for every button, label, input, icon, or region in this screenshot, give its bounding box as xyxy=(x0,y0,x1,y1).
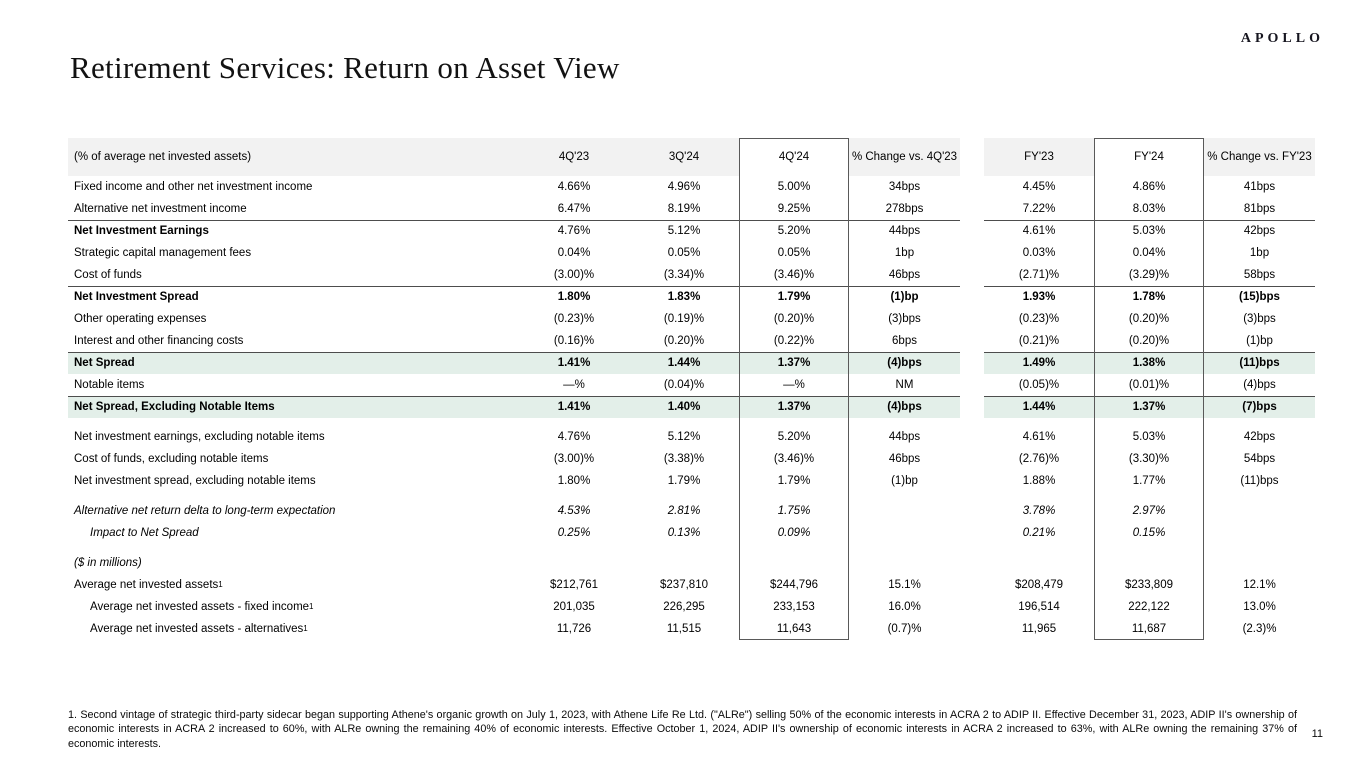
value-cell: 4.76% xyxy=(557,430,591,443)
value-cell: 0.09% xyxy=(777,526,811,539)
table-row xyxy=(68,374,1315,396)
value-cell xyxy=(739,552,849,574)
value-cell: (0.7)% xyxy=(887,622,922,635)
value-cell: 3.78% xyxy=(1022,504,1056,517)
value-cell: 41bps xyxy=(1243,180,1276,193)
table-row xyxy=(68,242,1315,264)
value-cell: (0.21)% xyxy=(1018,334,1060,347)
value-cell: 1.77% xyxy=(1132,474,1166,487)
value-cell: 16.0% xyxy=(888,600,921,613)
table-row xyxy=(68,352,1315,374)
return-on-asset-table xyxy=(68,138,1315,640)
value-cell: $237,810 xyxy=(660,578,708,591)
value-cell: (3.30)% xyxy=(1128,452,1170,465)
value-cell: 34bps xyxy=(888,180,921,193)
value-cell: 54bps xyxy=(1243,452,1276,465)
value-cell: 4.45% xyxy=(1022,180,1056,193)
column-gap xyxy=(960,500,984,522)
value-cell: (3.29)% xyxy=(1128,268,1170,281)
value-cell: (3.34)% xyxy=(663,268,705,281)
row-label: Average net invested assets - fixed income 1 xyxy=(90,600,314,613)
value-cell: 1.44% xyxy=(984,396,1094,418)
value-cell: 1.40% xyxy=(629,396,739,418)
value-cell: 5.12% xyxy=(667,430,701,443)
column-gap xyxy=(960,242,984,264)
value-cell: (2.71)% xyxy=(1018,268,1060,281)
value-cell: 4.61% xyxy=(1022,430,1056,443)
value-cell: —% xyxy=(783,378,805,391)
table-row xyxy=(68,618,1315,640)
value-cell xyxy=(1204,552,1315,574)
value-cell: NM xyxy=(895,378,914,391)
table-row xyxy=(68,552,1315,574)
value-cell: 42bps xyxy=(1204,220,1315,242)
value-cell: 4.66% xyxy=(557,180,591,193)
value-cell: 0.03% xyxy=(1022,246,1056,259)
value-cell: (0.04)% xyxy=(663,378,705,391)
value-cell: (0.20)% xyxy=(773,312,815,325)
column-gap xyxy=(960,374,984,396)
column-gap xyxy=(960,352,984,374)
value-cell: 0.25% xyxy=(557,526,591,539)
value-cell: 1.79% xyxy=(739,286,849,308)
table-row xyxy=(68,198,1315,220)
value-cell: 1.41% xyxy=(519,396,629,418)
row-label: Other operating expenses xyxy=(74,312,207,325)
value-cell: (11)bps xyxy=(1240,474,1279,487)
value-cell xyxy=(1204,500,1315,522)
value-cell: 15.1% xyxy=(888,578,921,591)
value-cell: 0.05% xyxy=(667,246,701,259)
table-header-cell: % Change vs. FY'23 xyxy=(1204,138,1315,176)
row-label: Net investment earnings, excluding notable items xyxy=(74,430,325,443)
value-cell: 1.44% xyxy=(629,352,739,374)
value-cell: 11,643 xyxy=(776,622,812,635)
value-cell: 196,514 xyxy=(1018,600,1060,613)
value-cell: 44bps xyxy=(849,220,960,242)
value-cell: (7)bps xyxy=(1204,396,1315,418)
value-cell: (3.00)% xyxy=(553,452,595,465)
value-cell: 58bps xyxy=(1243,268,1276,281)
value-cell: 0.21% xyxy=(1022,526,1056,539)
table-header-cell: 4Q'24 xyxy=(739,138,849,176)
column-gap xyxy=(960,596,984,618)
value-cell: (0.23)% xyxy=(553,312,595,325)
row-label: Net investment spread, excluding notable items xyxy=(74,474,316,487)
column-gap xyxy=(960,330,984,352)
value-cell: (0.05)% xyxy=(1018,378,1060,391)
column-gap xyxy=(960,448,984,470)
value-cell: 12.1% xyxy=(1243,578,1276,591)
value-cell: 0.13% xyxy=(667,526,701,539)
value-cell xyxy=(1094,552,1204,574)
value-cell xyxy=(849,522,960,544)
value-cell: 1.41% xyxy=(519,352,629,374)
column-gap xyxy=(960,618,984,640)
value-cell xyxy=(849,500,960,522)
value-cell: $244,796 xyxy=(770,578,818,591)
value-cell: (0.01)% xyxy=(1128,378,1170,391)
value-cell: (4)bps xyxy=(1243,378,1276,391)
value-cell: 11,515 xyxy=(666,622,702,635)
value-cell: 5.00% xyxy=(777,180,811,193)
value-cell: (11)bps xyxy=(1204,352,1315,374)
value-cell: 5.03% xyxy=(1094,220,1204,242)
value-cell: 81bps xyxy=(1243,202,1276,215)
column-gap xyxy=(960,396,984,418)
value-cell xyxy=(519,552,629,574)
value-cell: (0.23)% xyxy=(1018,312,1060,325)
value-cell: 0.04% xyxy=(557,246,591,259)
value-cell: 1.38% xyxy=(1094,352,1204,374)
value-cell: 0.05% xyxy=(777,246,811,259)
table-row xyxy=(68,426,1315,448)
value-cell: 5.20% xyxy=(739,220,849,242)
column-gap xyxy=(960,176,984,198)
table-row xyxy=(68,500,1315,522)
value-cell: (3)bps xyxy=(888,312,921,325)
row-label: Fixed income and other net investment income xyxy=(74,180,313,193)
value-cell: 222,122 xyxy=(1128,600,1170,613)
value-cell: 4.61% xyxy=(984,220,1094,242)
table-row xyxy=(68,330,1315,352)
value-cell: (1)bp xyxy=(849,286,960,308)
table-header-row xyxy=(68,138,1315,176)
value-cell: (0.20)% xyxy=(663,334,705,347)
value-cell: 7.22% xyxy=(1022,202,1056,215)
table-row xyxy=(68,470,1315,492)
row-label: Cost of funds xyxy=(74,268,142,281)
value-cell: 233,153 xyxy=(773,600,815,613)
value-cell: (0.22)% xyxy=(773,334,815,347)
value-cell: $233,809 xyxy=(1125,578,1173,591)
column-gap xyxy=(960,138,984,176)
value-cell: 46bps xyxy=(888,268,921,281)
value-cell: 46bps xyxy=(888,452,921,465)
value-cell: —% xyxy=(563,378,585,391)
column-gap xyxy=(960,552,984,574)
value-cell: 1.37% xyxy=(739,396,849,418)
table-header-label: (% of average net invested assets) xyxy=(68,138,519,176)
value-cell: 1.78% xyxy=(1094,286,1204,308)
row-label: Alternative net investment income xyxy=(74,202,247,215)
value-cell: 1.80% xyxy=(557,474,591,487)
value-cell: (1)bp xyxy=(891,474,918,487)
value-cell: $212,761 xyxy=(550,578,598,591)
row-label: Net Spread xyxy=(68,352,519,374)
value-cell: 4.53% xyxy=(557,504,591,517)
value-cell: (0.19)% xyxy=(663,312,705,325)
value-cell: 42bps xyxy=(1243,430,1276,443)
value-cell: 1.93% xyxy=(984,286,1094,308)
value-cell: 1bp xyxy=(894,246,915,259)
column-gap xyxy=(960,264,984,286)
value-cell: 1.49% xyxy=(984,352,1094,374)
value-cell: 226,295 xyxy=(663,600,705,613)
value-cell: 0.04% xyxy=(1132,246,1166,259)
column-gap xyxy=(960,426,984,448)
value-cell xyxy=(849,552,960,574)
value-cell: 9.25% xyxy=(777,202,811,215)
value-cell: (3.46)% xyxy=(773,452,815,465)
value-cell: 1.80% xyxy=(519,286,629,308)
table-header-cell: 4Q'23 xyxy=(519,138,629,176)
value-cell: 1.79% xyxy=(777,474,811,487)
row-label: Net Investment Earnings xyxy=(68,220,519,242)
value-cell: 4.86% xyxy=(1132,180,1166,193)
row-label: Net Spread, Excluding Notable Items xyxy=(68,396,519,418)
column-gap xyxy=(960,198,984,220)
row-label: ($ in millions) xyxy=(74,556,142,569)
row-label: Cost of funds, excluding notable items xyxy=(74,452,269,465)
value-cell: 6.47% xyxy=(557,202,591,215)
table-header-cell: FY'24 xyxy=(1094,138,1204,176)
value-cell: 5.12% xyxy=(629,220,739,242)
row-label: Interest and other financing costs xyxy=(74,334,244,347)
value-cell: 1.37% xyxy=(1094,396,1204,418)
value-cell: 5.03% xyxy=(1132,430,1166,443)
value-cell: (3.46)% xyxy=(773,268,815,281)
value-cell: 4.96% xyxy=(667,180,701,193)
table-row xyxy=(68,522,1315,544)
table-row xyxy=(68,176,1315,198)
value-cell: 4.76% xyxy=(519,220,629,242)
table-row xyxy=(68,448,1315,470)
table-row xyxy=(68,308,1315,330)
value-cell: 0.15% xyxy=(1132,526,1166,539)
row-label: Impact to Net Spread xyxy=(90,526,199,539)
value-cell: (0.16)% xyxy=(553,334,595,347)
table-row xyxy=(68,596,1315,618)
value-cell: 1bp xyxy=(1249,246,1270,259)
value-cell: 13.0% xyxy=(1243,600,1276,613)
value-cell: 6bps xyxy=(892,334,917,347)
table-header-cell: FY'23 xyxy=(984,138,1094,176)
table-row xyxy=(68,220,1315,242)
column-gap xyxy=(960,522,984,544)
value-cell: (0.20)% xyxy=(1128,334,1170,347)
table-row xyxy=(68,264,1315,286)
apollo-logo: APOLLO xyxy=(1240,31,1324,46)
table-row xyxy=(68,396,1315,418)
value-cell: (2.76)% xyxy=(1018,452,1060,465)
value-cell: $208,479 xyxy=(1015,578,1063,591)
value-cell: (3)bps xyxy=(1243,312,1276,325)
column-gap xyxy=(960,286,984,308)
value-cell: (4)bps xyxy=(849,396,960,418)
value-cell xyxy=(984,552,1094,574)
row-label: Strategic capital management fees xyxy=(74,246,252,259)
column-gap xyxy=(960,574,984,596)
value-cell: (3.00)% xyxy=(553,268,595,281)
row-label: Alternative net return delta to long-term expectation xyxy=(74,504,336,517)
value-cell: 8.19% xyxy=(667,202,701,215)
value-cell: 11,726 xyxy=(556,622,592,635)
value-cell: (15)bps xyxy=(1204,286,1315,308)
value-cell: 8.03% xyxy=(1132,202,1166,215)
value-cell: (0.20)% xyxy=(1128,312,1170,325)
value-cell: 1.83% xyxy=(629,286,739,308)
column-gap xyxy=(960,470,984,492)
table-row xyxy=(68,574,1315,596)
value-cell: 44bps xyxy=(888,430,921,443)
value-cell: 1.79% xyxy=(667,474,701,487)
row-label: Average net invested assets - alternatives 1 xyxy=(90,622,308,635)
value-cell: (1)bp xyxy=(1246,334,1273,347)
table-row xyxy=(68,286,1315,308)
value-cell: 1.37% xyxy=(739,352,849,374)
value-cell: 1.88% xyxy=(1022,474,1056,487)
value-cell: 2.81% xyxy=(667,504,701,517)
value-cell: 2.97% xyxy=(1132,504,1166,517)
column-gap xyxy=(960,220,984,242)
value-cell: 11,687 xyxy=(1131,622,1167,635)
value-cell xyxy=(1204,522,1315,544)
row-label: Average net invested assets 1 xyxy=(74,578,223,591)
table-header-cell: % Change vs. 4Q'23 xyxy=(849,138,960,176)
value-cell: 5.20% xyxy=(777,430,811,443)
footnote: 1. Second vintage of strategic third-party sidecar began supporting Athene's organic growth on July 1, 2023, with Athene Life Re Ltd. ("ALRe") selling 50% of the economic interests in ACRA 2 to ADIP II. Effective December 31, 2023, ADIP II's ownership of economic interests in ACRA 2 increased to 60%, with ALRe owning the remaining 40% of economic interests. Effective October 1, 2024, ADIP II's ownership of economic interests in ACRA 2 increased to 63%, with ALRe owning the remaining 37% of economic interests. xyxy=(68,709,1297,750)
row-label: Net Investment Spread xyxy=(68,286,519,308)
value-cell: (4)bps xyxy=(849,352,960,374)
row-label: Notable items xyxy=(74,378,145,391)
value-cell: 278bps xyxy=(885,202,924,215)
table-header-cell: 3Q'24 xyxy=(629,138,739,176)
column-gap xyxy=(960,308,984,330)
value-cell xyxy=(629,552,739,574)
page-number: 11 xyxy=(1311,728,1323,740)
value-cell: 11,965 xyxy=(1021,622,1057,635)
value-cell: (2.3)% xyxy=(1242,622,1277,635)
value-cell: 1.75% xyxy=(777,504,811,517)
page-title: Retirement Services: Return on Asset View xyxy=(70,50,620,85)
value-cell: (3.38)% xyxy=(663,452,705,465)
value-cell: 201,035 xyxy=(553,600,595,613)
